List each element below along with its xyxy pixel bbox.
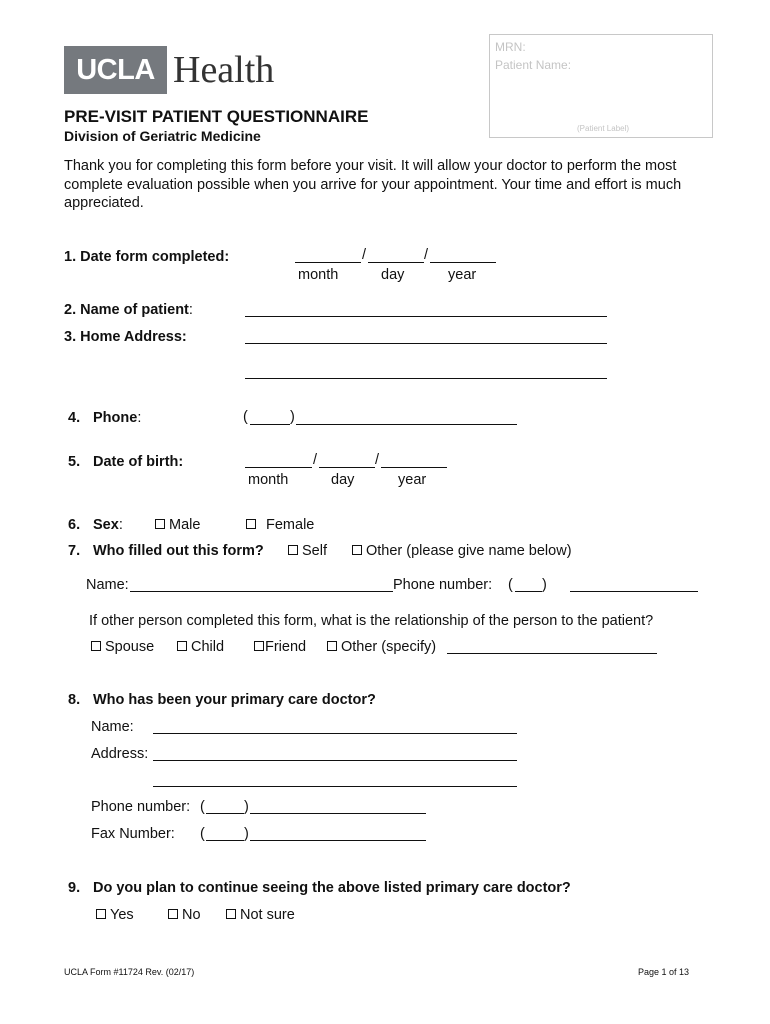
q2-colon: : [188,302,193,318]
relationship-question: If other person completed this form, what is the relationship of the person to the patient? [89,613,654,629]
q9-option-yes[interactable]: Yes [96,906,134,924]
pcp-fax-field[interactable] [250,840,426,841]
footer-form-number: UCLA Form #11724 Rev. (02/17) [64,967,195,977]
relationship-friend[interactable]: Friend [254,638,306,656]
q1-year-label: year [448,267,477,283]
q4-number: 4. [68,410,81,426]
checkbox-icon[interactable] [226,909,236,919]
checkbox-icon[interactable] [96,909,106,919]
q5-month-label: month [248,472,289,488]
q8-address-label: Address: [91,746,149,762]
phone-area-code-field[interactable] [250,424,290,425]
pcp-fax-area-code-field[interactable] [206,840,244,841]
q1-day-label: day [381,267,405,283]
q1-month-field[interactable] [295,262,361,263]
pcp-phone-field[interactable] [250,813,426,814]
pcp-name-field[interactable] [153,733,517,734]
q1-sep-1: / [362,247,367,263]
filled-by-other-option[interactable]: Other (please give name below) [352,542,572,560]
relationship-child[interactable]: Child [177,638,224,656]
pcp-phone-area-code-field[interactable] [206,813,244,814]
q7-paren-open: ( [508,577,513,593]
q2-label: 2. Name of patient [64,302,189,318]
q7-name-label: Name: [86,577,129,593]
logo-health-text: Health [173,49,275,91]
q9-label: Do you plan to continue seeing the above listed primary care doctor? [93,880,571,896]
home-address-field-1[interactable] [245,343,607,344]
q1-sep-2: / [424,247,429,263]
relationship-spouse[interactable]: Spouse [91,638,154,656]
filled-by-self-option[interactable]: Self [288,542,327,560]
dob-day-field[interactable] [319,467,375,468]
checkbox-icon[interactable] [155,519,165,529]
q8-phone-paren-close: ) [244,799,249,815]
q8-phone-paren-open: ( [200,799,205,815]
sex-option-female[interactable]: Female [246,516,314,534]
page-title: PRE-VISIT PATIENT QUESTIONNAIRE [64,107,369,126]
q1-label: 1. Date form completed: [64,249,230,265]
q6-number: 6. [68,517,81,533]
relationship-other-field[interactable] [447,653,657,654]
footer-page-number: Page 1 of 13 [638,967,690,977]
filler-area-code-field[interactable] [515,591,542,592]
filler-phone-field[interactable] [570,591,698,592]
q4-paren-close: ) [290,409,295,425]
q7-phone-label: Phone number: [393,577,493,593]
mrn-label: MRN: [495,40,526,54]
q8-number: 8. [68,692,81,708]
q5-day-label: day [331,472,355,488]
q5-year-label: year [398,472,427,488]
q7-paren-close: ) [542,577,547,593]
q7-number: 7. [68,543,81,559]
filler-name-field[interactable] [130,591,393,592]
q8-fax-paren-open: ( [200,826,205,842]
checkbox-icon[interactable] [246,519,256,529]
pcp-address-field-1[interactable] [153,760,517,761]
q6-label: Sex [93,517,119,533]
q5-label: Date of birth: [93,454,184,470]
q9-number: 9. [68,880,81,896]
q1-year-field[interactable] [430,262,496,263]
relationship-other[interactable]: Other (specify) [327,638,436,656]
q9-option-no[interactable]: No [168,906,201,924]
checkbox-icon[interactable] [288,545,298,555]
checkbox-icon[interactable] [254,641,264,651]
q5-sep-2: / [375,452,380,468]
page-subtitle: Division of Geriatric Medicine [64,128,261,144]
checkbox-icon[interactable] [91,641,101,651]
q5-number: 5. [68,454,81,470]
q8-fax-paren-close: ) [244,826,249,842]
patient-label-caption: (Patient Label) [577,124,630,133]
q5-sep-1: / [313,452,318,468]
q9-option-not-sure[interactable]: Not sure [226,906,295,924]
home-address-field-2[interactable] [245,378,607,379]
q8-label: Who has been your primary care doctor? [93,692,376,708]
intro-paragraph: Thank you for completing this form before your visit. It will allow your doctor to perform the most complete evaluation possible when you arrive for your appointment. Your time and effort is much appreciated. [64,158,682,211]
q4-paren-open: ( [243,409,248,425]
dob-month-field[interactable] [245,467,312,468]
q1-month-label: month [298,267,339,283]
patient-name-field[interactable] [245,316,607,317]
q1-day-field[interactable] [368,262,424,263]
q8-name-label: Name: [91,719,134,735]
phone-number-field[interactable] [296,424,517,425]
dob-year-field[interactable] [381,467,447,468]
checkbox-icon[interactable] [327,641,337,651]
checkbox-icon[interactable] [177,641,187,651]
patient-name-label: Patient Name: [495,58,572,72]
q7-label: Who filled out this form? [93,543,264,559]
logo-ucla-text: UCLA [76,54,155,86]
q4-colon: : [137,410,142,426]
q8-phone-label: Phone number: [91,799,191,815]
checkbox-icon[interactable] [168,909,178,919]
q4-label: Phone [93,410,138,426]
pcp-address-field-2[interactable] [153,786,517,787]
q6-colon: : [118,517,123,533]
checkbox-icon[interactable] [352,545,362,555]
q3-label: 3. Home Address: [64,329,187,345]
sex-option-male[interactable]: Male [155,516,200,534]
q8-fax-label: Fax Number: [91,826,175,842]
